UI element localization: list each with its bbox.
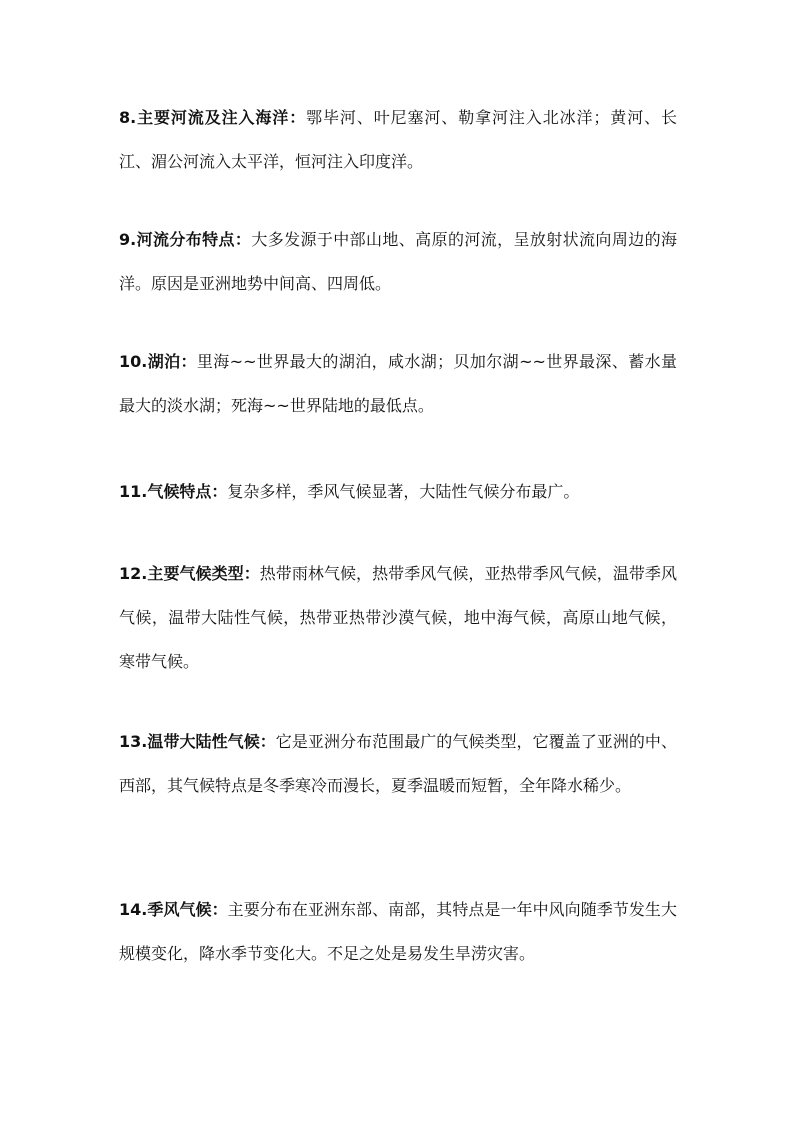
item-11-climate-features bbox=[119, 470, 579, 514]
item-text: 鄂毕河、叶尼塞河、勒拿河注入北冰洋；黄河、长江、湄公河流入太平洋，恒河注入印度洋。 bbox=[119, 108, 677, 171]
item-term: 13.温带大陆性气候： bbox=[119, 732, 276, 751]
item-10-lakes bbox=[119, 340, 677, 428]
item-term: 11.气候特点： bbox=[119, 482, 228, 501]
item-text: 它是亚洲分布范围最广的气候类型，它覆盖了亚洲的中、西部，其气候特点是冬季寒冷而漫长，夏季温暖而短暂，全年降水稀少。 bbox=[119, 732, 677, 795]
item-text: 复杂多样，季风气候显著，大陆性气候分布最广。 bbox=[227, 482, 580, 501]
item-text: 主要分布在亚洲东部、南部，其特点是一年中风向随季节发生大规模变化，降水季节变化大。不足之处是易发生旱涝灾害。 bbox=[119, 900, 677, 963]
item-text: 大多发源于中部山地、高原的河流，呈放射状流向周边的海洋。原因是亚洲地势中间高、四周低。 bbox=[119, 230, 677, 293]
item-term: 12.主要气候类型： bbox=[119, 564, 260, 583]
item-8-main-rivers bbox=[119, 96, 677, 184]
item-13-temperate-continental bbox=[119, 720, 677, 808]
item-12-climate-types bbox=[119, 552, 677, 684]
item-text: 里海~~世界最大的湖泊，咸水湖；贝加尔湖~~世界最深、蓄水量最大的淡水湖；死海~~世界陆地的最低点。 bbox=[119, 352, 677, 415]
item-9-river-distribution bbox=[119, 218, 677, 306]
item-term: 8.主要河流及注入海洋： bbox=[119, 108, 307, 127]
item-text: 热带雨林气候，热带季风气候，亚热带季风气候，温带季风气候，温带大陆性气候，热带亚热带沙漠气候，地中海气候，高原山地气候，寒带气候。 bbox=[119, 564, 677, 671]
item-14-monsoon-climate bbox=[119, 888, 677, 976]
item-term: 9.河流分布特点： bbox=[119, 230, 252, 249]
item-term: 14.季风气候： bbox=[119, 900, 228, 919]
item-term: 10.湖泊： bbox=[119, 352, 197, 371]
